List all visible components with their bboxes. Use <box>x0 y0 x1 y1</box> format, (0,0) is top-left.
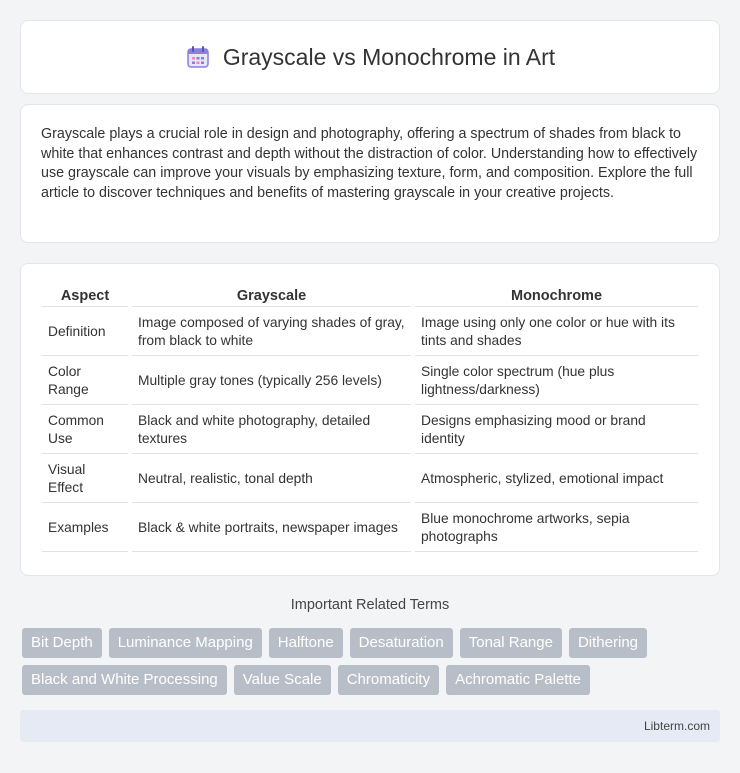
grayscale-cell: Black and white photography, detailed textures <box>132 405 411 454</box>
comparison-table <box>38 282 702 552</box>
footer-brand-link[interactable]: Libterm.com <box>643 719 710 733</box>
aspect-cell: Color Range <box>42 356 128 405</box>
grayscale-cell: Neutral, realistic, tonal depth <box>132 454 411 503</box>
tag-tonal-range[interactable]: Tonal Range <box>460 628 562 658</box>
tag-halftone[interactable]: Halftone <box>269 628 343 658</box>
monochrome-cell: Single color spectrum (hue plus lightness/darkness) <box>415 356 698 405</box>
monochrome-cell: Designs emphasizing mood or brand identity <box>415 405 698 454</box>
table-row <box>42 454 698 503</box>
title-card <box>20 20 720 94</box>
footer <box>20 710 720 742</box>
comparison-table-card <box>20 263 720 576</box>
aspect-cell: Common Use <box>42 405 128 454</box>
tag-value-scale[interactable]: Value Scale <box>234 665 331 695</box>
monochrome-cell: Image using only one color or hue with its tints and shades <box>415 307 698 356</box>
tag-luminance-mapping[interactable]: Luminance Mapping <box>109 628 262 658</box>
calendar-icon <box>185 44 211 70</box>
tag-chromaticity[interactable]: Chromaticity <box>338 665 439 695</box>
table-row <box>42 503 698 552</box>
tag-dithering[interactable]: Dithering <box>569 628 647 658</box>
tag-desaturation[interactable]: Desaturation <box>350 628 453 658</box>
header-grayscale: Grayscale <box>132 282 411 307</box>
monochrome-cell: Blue monochrome artworks, sepia photographs <box>415 503 698 552</box>
intro-text: Grayscale plays a crucial role in design and photography, offering a spectrum of shades from black to white that enhances contrast and depth without the distraction of color. Understanding how to effectively use grayscale can improve your visuals by emphasizing texture, form, and composition. Explore the full article to discover techniques and benefits of mastering grayscale in your creative projects. <box>41 126 698 201</box>
grayscale-cell: Image composed of varying shades of gray, from black to white <box>132 307 411 356</box>
tag-achromatic-palette[interactable]: Achromatic Palette <box>446 665 590 695</box>
aspect-cell: Definition <box>42 307 128 356</box>
aspect-cell: Examples <box>42 503 128 552</box>
table-row <box>42 405 698 454</box>
related-terms-list <box>22 628 722 695</box>
table-header-row <box>42 282 698 307</box>
related-terms-title: Important Related Terms <box>290 597 450 613</box>
monochrome-cell: Atmospheric, stylized, emotional impact <box>415 454 698 503</box>
header-monochrome: Monochrome <box>415 282 698 307</box>
tag-black-and-white-processing[interactable]: Black and White Processing <box>22 665 227 695</box>
table-row <box>42 356 698 405</box>
aspect-cell: Visual Effect <box>42 454 128 503</box>
table-row <box>42 307 698 356</box>
page-title: Grayscale vs Monochrome in Art <box>222 43 556 70</box>
tag-bit-depth[interactable]: Bit Depth <box>22 628 102 658</box>
header-aspect: Aspect <box>42 282 128 307</box>
grayscale-cell: Multiple gray tones (typically 256 levels) <box>132 356 411 405</box>
intro-card <box>20 104 720 243</box>
grayscale-cell: Black & white portraits, newspaper images <box>132 503 411 552</box>
